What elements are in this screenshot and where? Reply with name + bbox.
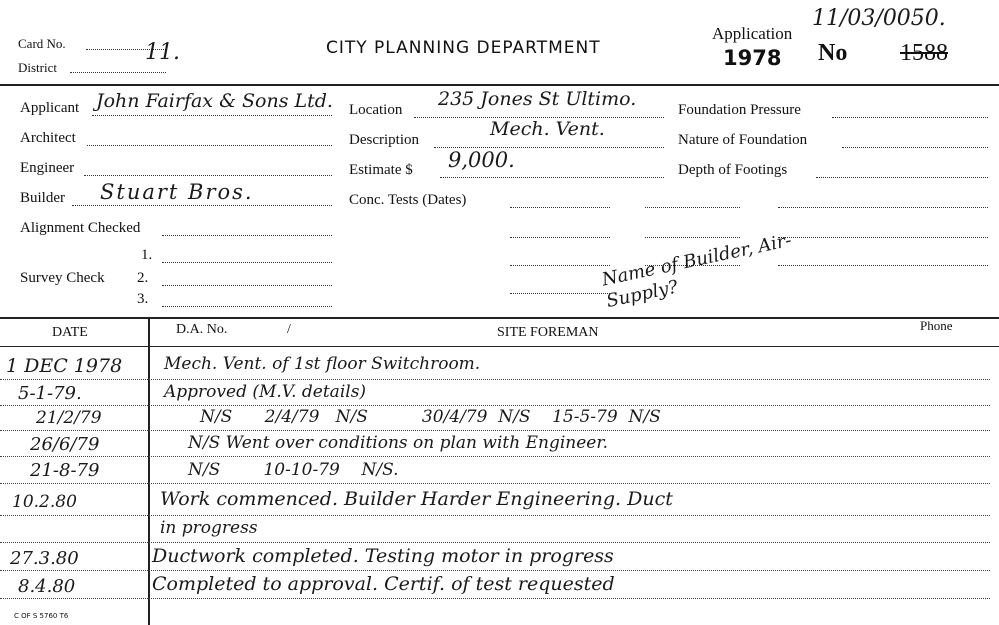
da-no-header: D.A. No. (176, 322, 228, 337)
survey-1-line (162, 262, 332, 263)
application-ref: 11/03/0050. (812, 6, 946, 31)
estimate-label: Estimate $ (349, 162, 413, 178)
builder-label: Builder (20, 190, 65, 206)
card-no-value: 11. (145, 40, 180, 65)
row-entry: in progress (160, 518, 258, 538)
conc-tests-label: Conc. Tests (Dates) (349, 192, 467, 208)
row-entry: Mech. Vent. of 1st floor Switchroom. (164, 354, 481, 374)
handwritten-annotation: Name of Builder, Air-Supply? (600, 229, 794, 313)
row-line-2 (0, 405, 990, 406)
number-label: No (818, 40, 848, 66)
engineer-line (84, 175, 332, 176)
row-entry: Ductwork completed. Testing motor in progress (152, 545, 614, 567)
row-entry: N/S 10-10-79 N/S. (188, 460, 399, 480)
conc-line-a2 (510, 237, 610, 238)
applicant-line (92, 115, 332, 116)
architect-line (87, 145, 332, 146)
da-no-slash: / (287, 322, 291, 337)
estimate-value: 9,000. (448, 148, 515, 172)
district-line (70, 72, 166, 73)
row-date: 21-8-79 (30, 460, 100, 481)
survey-2-line (162, 285, 332, 286)
row-date: 21/2/79 (36, 408, 102, 428)
row-date: 26/6/79 (30, 434, 100, 455)
conc-line-b2 (645, 237, 740, 238)
row-line-5 (0, 483, 990, 484)
row-line-1 (0, 379, 990, 380)
description-value: Mech. Vent. (490, 118, 605, 140)
applicant-value: John Fairfax & Sons Ltd. (96, 90, 333, 112)
row-line-8 (0, 570, 990, 571)
alignment-line (162, 235, 332, 236)
foundation-pressure-label: Foundation Pressure (678, 102, 801, 118)
survey-3: 3. (137, 291, 149, 307)
survey-2: 2. (137, 270, 149, 286)
row-line-9 (0, 598, 990, 599)
engineer-label: Engineer (20, 160, 75, 176)
page-title: CITY PLANNING DEPARTMENT (326, 38, 601, 58)
location-value: 235 Jones St Ultimo. (438, 88, 637, 110)
nature-of-foundation-line (842, 147, 988, 148)
row-date: 27.3.80 (10, 548, 79, 569)
row-entry: Work commenced. Builder Harder Engineering. Duct (160, 488, 673, 510)
row-line-7 (0, 542, 990, 543)
architect-label: Architect (20, 130, 76, 146)
estimate-line (440, 177, 664, 178)
builder-line (72, 205, 332, 206)
row-date: 1 DEC 1978 (6, 355, 123, 377)
phone-header: Phone (920, 318, 953, 333)
location-label: Location (349, 102, 403, 118)
date-column-divider (148, 317, 150, 625)
nature-of-foundation-label: Nature of Foundation (678, 132, 808, 148)
row-entry: N/S Went over conditions on plan with Engineer. (188, 433, 608, 453)
row-line-3 (0, 430, 990, 431)
builder-value: Stuart Bros. (100, 180, 254, 204)
district-label: District (18, 60, 57, 75)
conc-line-a1 (510, 207, 610, 208)
applicant-label: Applicant (20, 100, 80, 116)
card-no-label: Card No. (18, 36, 66, 51)
application-label: Application (712, 24, 793, 43)
row-date: 8.4.80 (18, 576, 76, 597)
conc-line-c1 (778, 207, 988, 208)
row-entry: N/S 2/4/79 N/S 30/4/79 N/S 15-5-79 N/S (200, 407, 661, 427)
conc-line-b1 (645, 207, 740, 208)
row-entry: Completed to approval. Certif. of test requested (152, 573, 615, 595)
footer-code: C OF S 5760 T6 (14, 612, 69, 620)
row-date: 10.2.80 (12, 492, 77, 512)
foundation-pressure-line (832, 117, 988, 118)
row-entry: Approved (M.V. details) (164, 382, 367, 402)
header-row-divider (0, 346, 999, 347)
date-header: DATE (52, 325, 88, 340)
depth-of-footings-line (816, 177, 988, 178)
header-divider (0, 84, 999, 86)
depth-of-footings-label: Depth of Footings (678, 162, 788, 178)
description-label: Description (349, 132, 419, 148)
row-line-6 (0, 515, 990, 516)
conc-line-a3 (510, 265, 610, 266)
conc-line-a4 (510, 293, 610, 294)
survey-1: 1. (141, 247, 153, 263)
survey-label: Survey Check (20, 270, 105, 286)
site-foreman-header: SITE FOREMAN (497, 325, 599, 340)
year: 1978 (723, 46, 782, 70)
survey-3-line (162, 306, 332, 307)
alignment-label: Alignment Checked (20, 220, 141, 236)
number-value: 1588 (900, 40, 948, 66)
row-line-4 (0, 456, 990, 457)
row-date: 5-1-79. (18, 383, 82, 404)
